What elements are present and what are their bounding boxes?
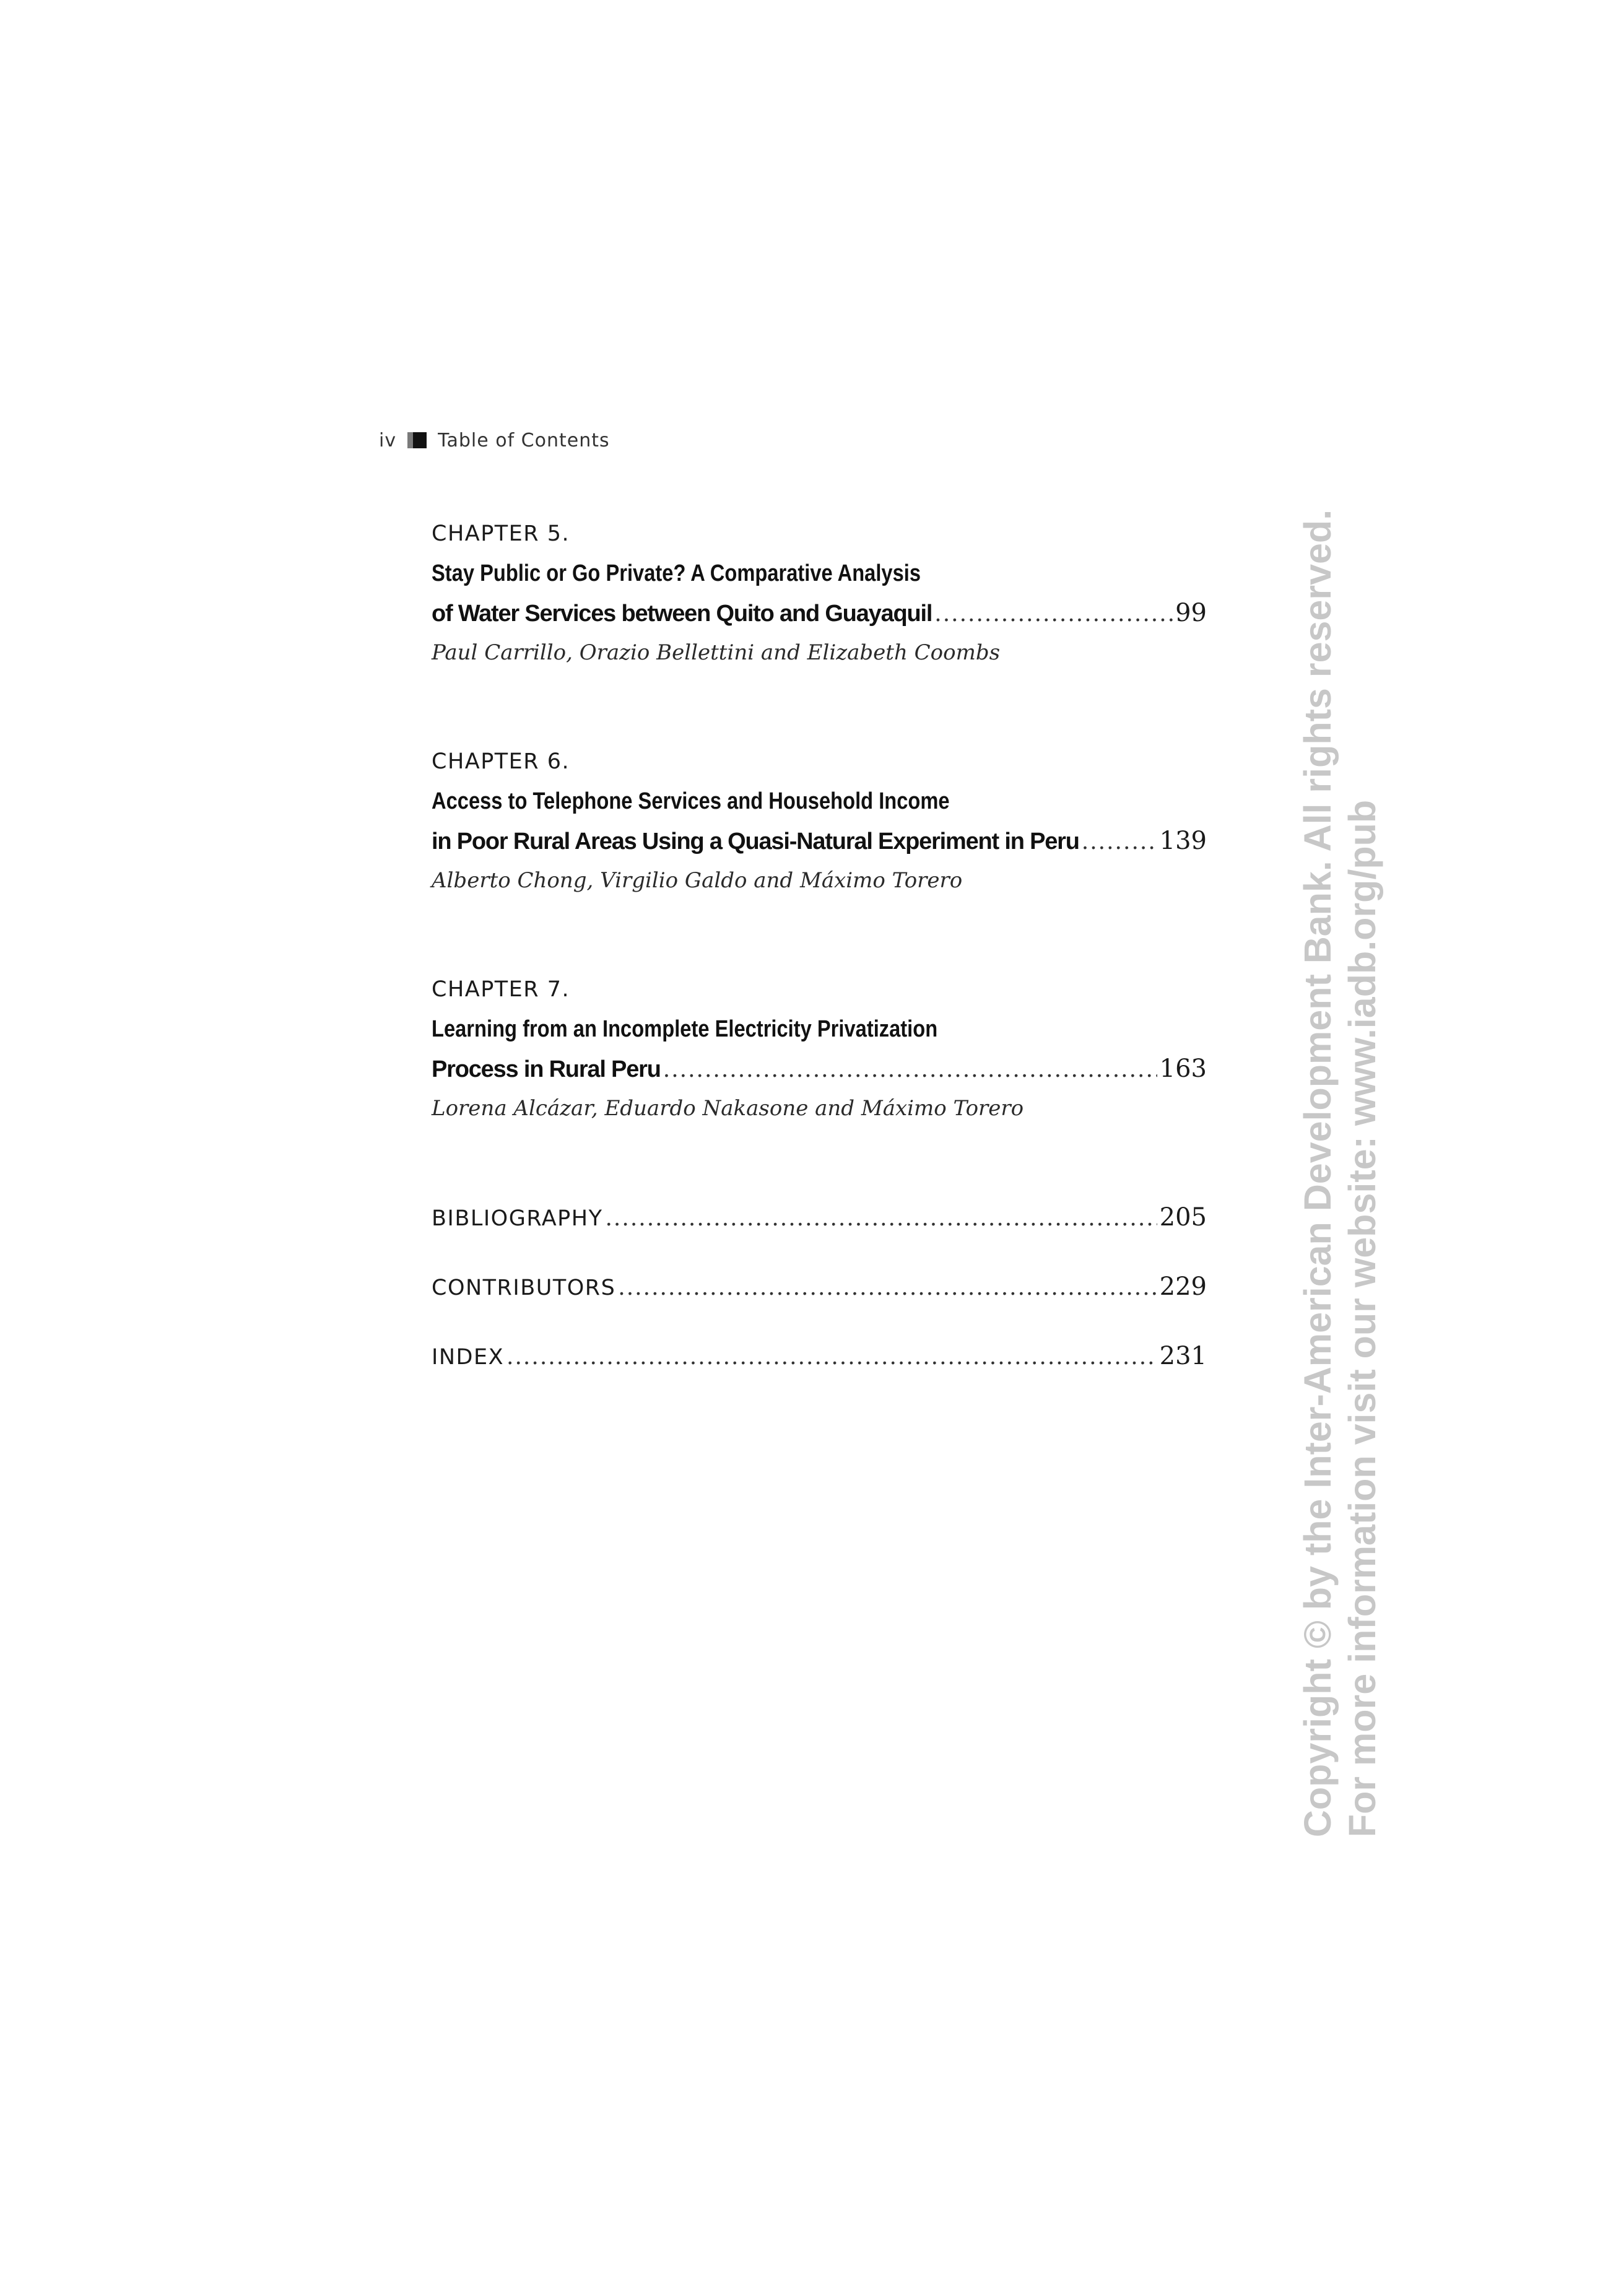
toc-entry-contributors[interactable] [432,1267,1207,1307]
chapter-authors: Lorena Alcázar, Eduardo Nakasone and Máximo Torero [432,1096,1024,1121]
toc-entry-chapter-6[interactable] [432,742,1207,900]
running-head-title: Table of Contents [438,429,610,451]
back-matter-label: BIBLIOGRAPHY [432,1206,603,1231]
toc-entry-bibliography[interactable] [432,1198,1207,1237]
dot-leader [506,1337,1157,1377]
chapter-label: CHAPTER 6. [432,749,570,774]
back-matter-label: INDEX [432,1345,505,1370]
chapter-title-line: of Water Services between Quito and Guayaquil [432,601,932,627]
square-bullet-icon [407,432,427,448]
watermark-copyright-line: Copyright © by the Inter-American Development Bank. All rights reserved. [1297,509,1339,1838]
page-number: 205 [1159,1203,1207,1232]
toc-entry-chapter-7[interactable] [432,970,1207,1128]
toc-entry-chapter-5[interactable] [432,514,1207,672]
chapter-title-leader-row [432,821,1207,861]
page-number: 163 [1159,1055,1207,1083]
chapter-title-leader-row [432,593,1207,633]
watermark-website-line: For more information visit our website: www.iadb.org/pub [1341,799,1383,1838]
page-number: 229 [1159,1272,1207,1301]
table-of-contents [432,514,1207,1376]
page-number: 99 [1175,599,1207,627]
chapter-title-line: Stay Public or Go Private? A Comparative Analysis [432,560,921,586]
running-head [379,426,610,454]
chapter-title-line: Learning from an Incomplete Electricity Privatization [432,1016,938,1042]
chapter-title-line: Access to Telephone Services and Household Income [432,788,950,814]
chapter-title-line: in Poor Rural Areas Using a Quasi-Natural Experiment in Peru [432,828,1079,854]
chapter-authors: Paul Carrillo, Orazio Bellettini and Elizabeth Coombs [432,640,1001,665]
dot-leader [618,1268,1157,1308]
chapter-title-line: Process in Rural Peru [432,1056,661,1082]
dot-leader [605,1199,1157,1238]
dot-leader [1082,822,1157,862]
page-number: 139 [1159,827,1207,855]
chapter-title-leader-row [432,1049,1207,1089]
dot-leader [934,594,1173,634]
chapter-authors: Alberto Chong, Virgilio Galdo and Máximo Torero [432,868,963,893]
dot-leader [663,1050,1157,1090]
toc-entry-index[interactable] [432,1336,1207,1376]
chapter-label: CHAPTER 5. [432,521,570,546]
page-folio: iv [379,429,397,451]
page-number: 231 [1159,1342,1207,1370]
chapter-label: CHAPTER 7. [432,977,570,1002]
back-matter-label: CONTRIBUTORS [432,1276,616,1300]
